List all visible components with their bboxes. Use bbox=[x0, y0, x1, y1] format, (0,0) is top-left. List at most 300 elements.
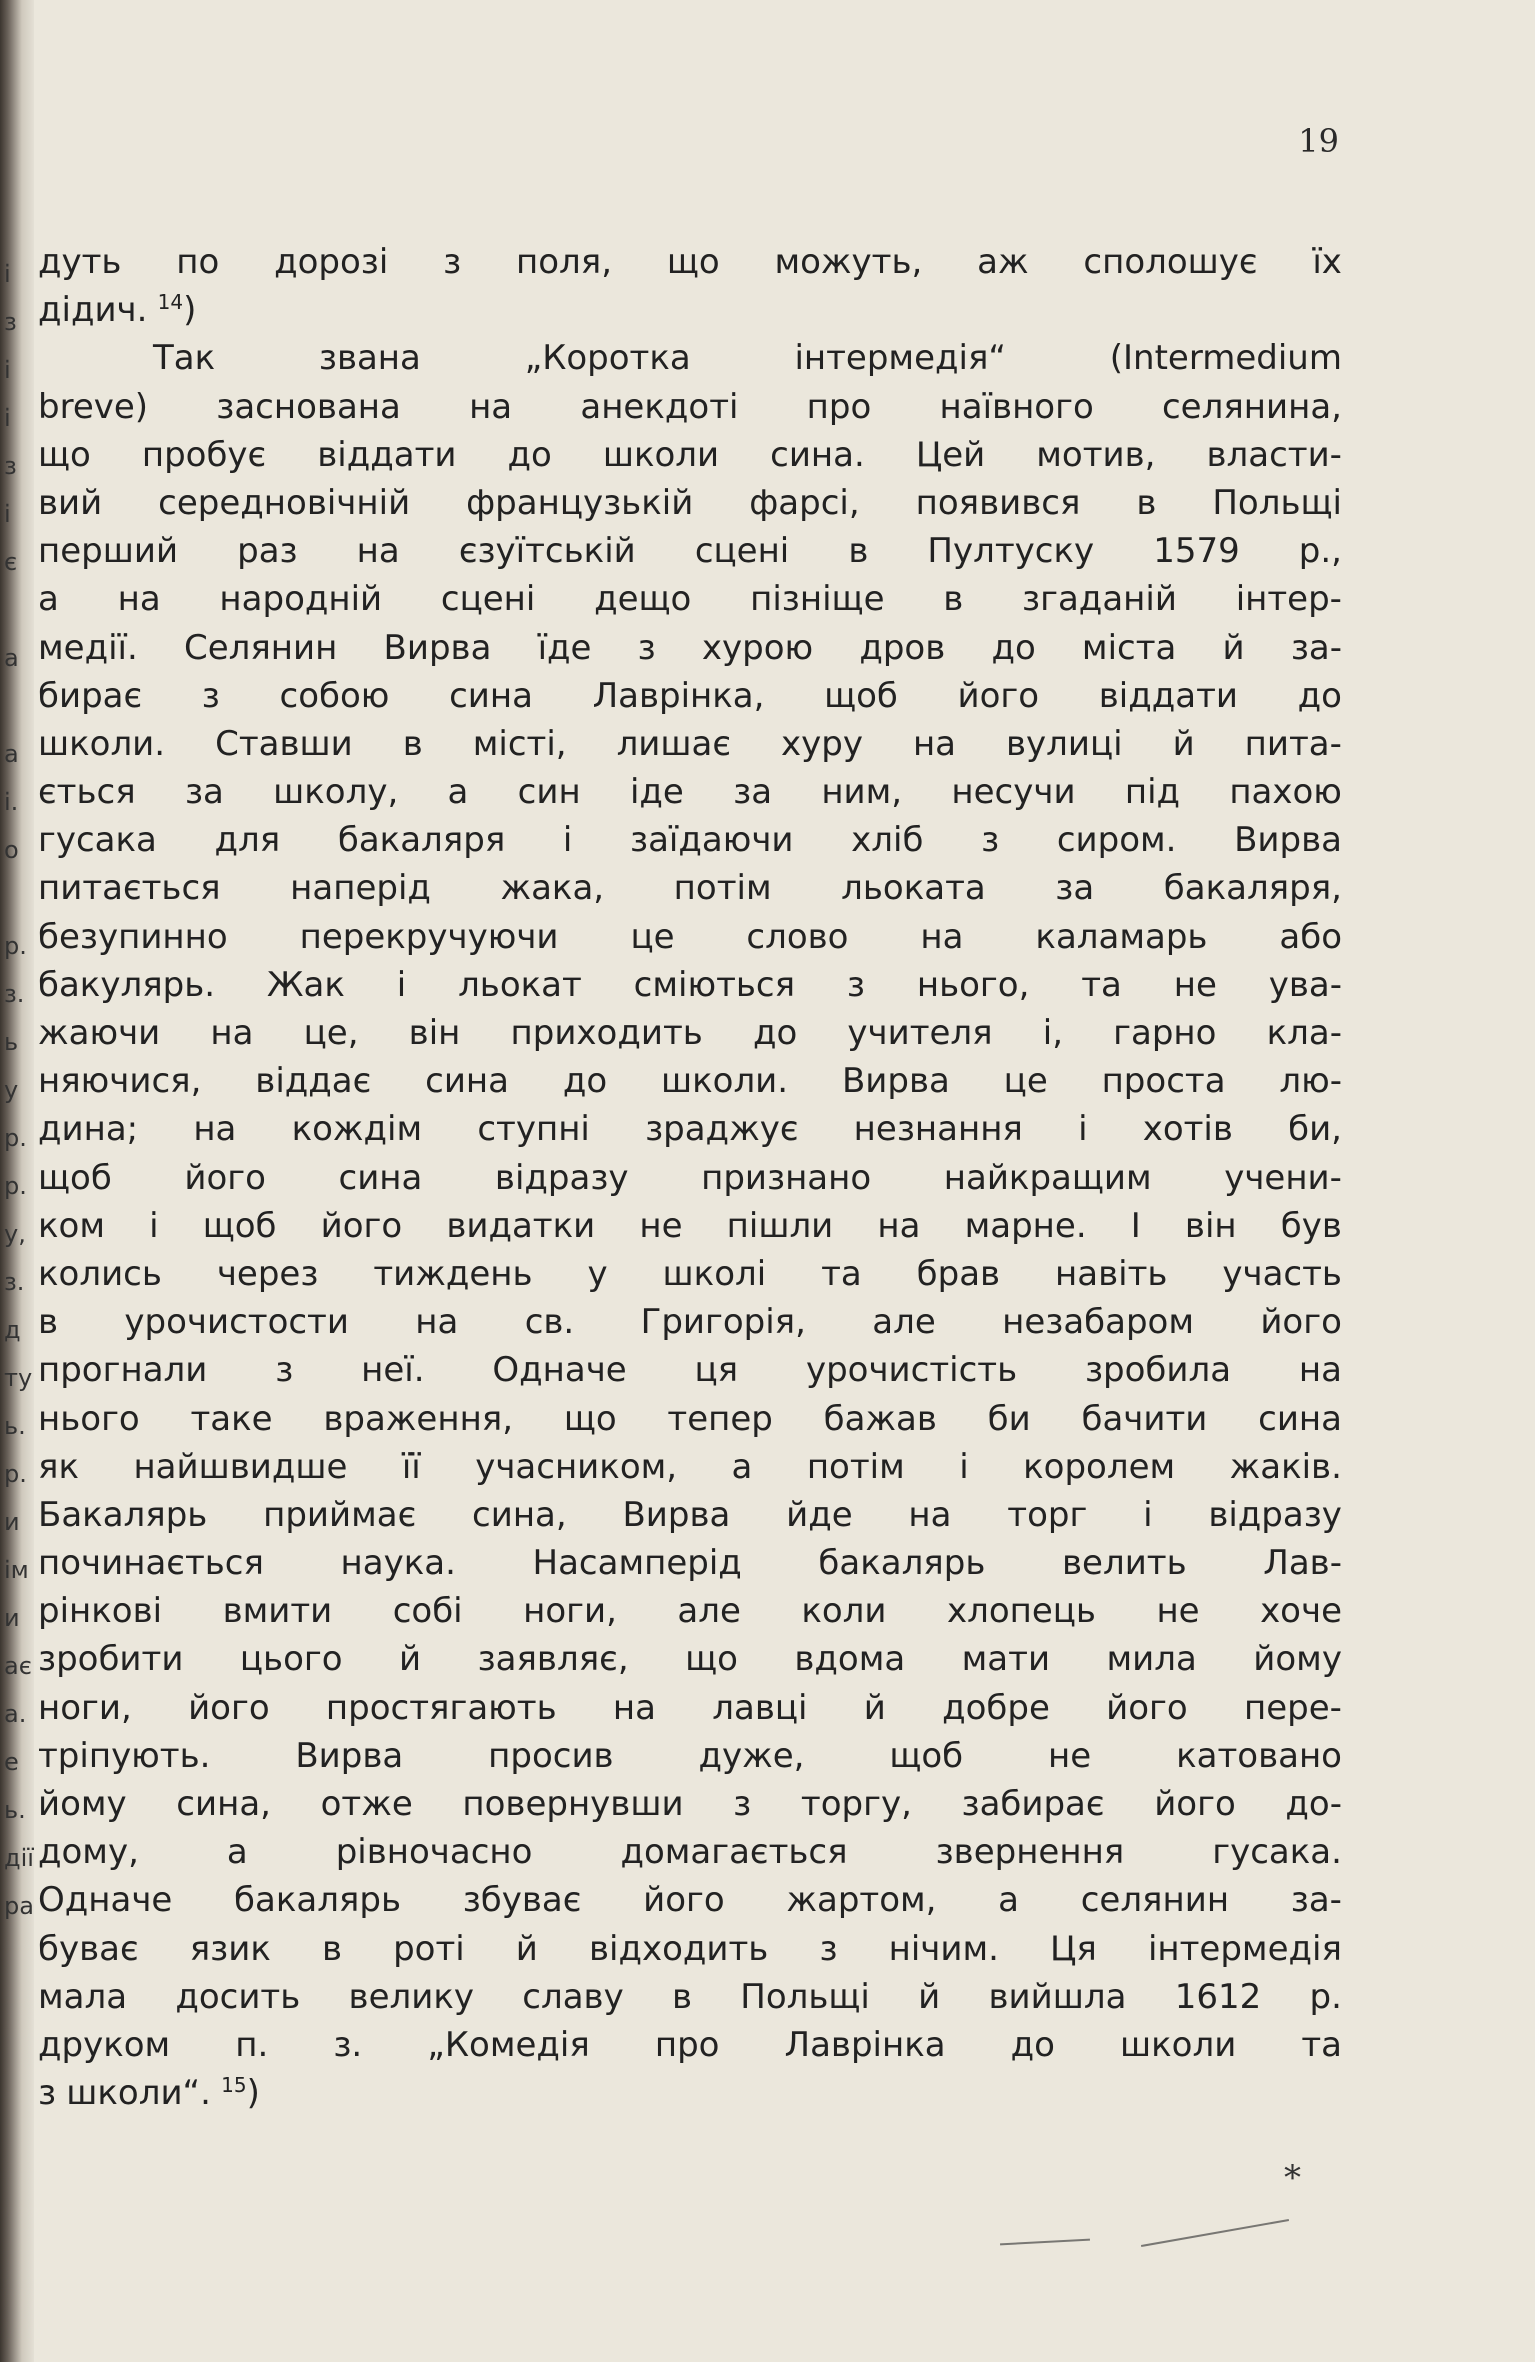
text-line bbox=[38, 575, 1342, 623]
word: незнання bbox=[853, 1109, 1023, 1150]
word: бакулярь. bbox=[38, 964, 216, 1005]
word: Цей bbox=[915, 434, 986, 475]
text-line bbox=[38, 864, 1342, 912]
word: його bbox=[643, 1880, 725, 1921]
word: перекручуючи bbox=[299, 916, 559, 957]
word: за bbox=[184, 772, 224, 813]
word: бакаляря bbox=[337, 820, 506, 861]
word: отже bbox=[320, 1784, 413, 1824]
text-line bbox=[38, 286, 1342, 334]
text-line bbox=[38, 238, 1342, 286]
word: би bbox=[987, 1398, 1031, 1439]
word: що bbox=[666, 242, 720, 282]
word: як bbox=[38, 1446, 79, 1487]
word: з. bbox=[333, 2024, 363, 2065]
word: найкращим bbox=[943, 1157, 1152, 1198]
word: Вирва bbox=[383, 627, 492, 668]
text-line bbox=[38, 334, 1342, 382]
word: дорозі bbox=[274, 242, 389, 282]
word: в bbox=[321, 1928, 342, 1969]
word: видатки bbox=[446, 1205, 596, 1246]
word: на bbox=[612, 1687, 656, 1728]
word: таке bbox=[190, 1398, 273, 1439]
word: добре bbox=[942, 1687, 1050, 1728]
word: на bbox=[469, 386, 513, 427]
word: і bbox=[562, 820, 573, 861]
word: 1612 bbox=[1174, 1976, 1262, 2017]
word: просив bbox=[488, 1735, 614, 1776]
word: роті bbox=[393, 1928, 465, 1969]
word: й bbox=[918, 1976, 941, 2017]
text-line bbox=[38, 1491, 1342, 1539]
text-line bbox=[38, 624, 1342, 672]
text-line bbox=[38, 1732, 1342, 1780]
word: ува- bbox=[1268, 964, 1342, 1005]
word: він bbox=[1184, 1205, 1237, 1246]
word: сина bbox=[338, 1157, 423, 1198]
word: незабаром bbox=[1002, 1302, 1194, 1343]
word: його bbox=[1154, 1784, 1236, 1824]
word: сина. bbox=[770, 434, 865, 475]
word: на bbox=[912, 723, 957, 764]
word: Так bbox=[153, 338, 216, 379]
word: з bbox=[637, 627, 656, 668]
word: поля, bbox=[516, 242, 613, 282]
word: вмити bbox=[222, 1591, 333, 1632]
word: їх bbox=[1312, 242, 1342, 282]
word: і bbox=[396, 964, 407, 1005]
word: вийшла bbox=[988, 1976, 1127, 2017]
word: й bbox=[1222, 627, 1245, 668]
word: льоката bbox=[841, 868, 986, 909]
word: з bbox=[201, 675, 220, 716]
word: сина bbox=[425, 1061, 509, 1102]
word: з bbox=[819, 1928, 838, 1969]
word: місті, bbox=[472, 723, 567, 764]
word: та bbox=[1081, 964, 1122, 1005]
word: селянина, bbox=[1161, 386, 1342, 427]
word: фарсі, bbox=[749, 482, 860, 523]
word: по bbox=[176, 242, 220, 282]
word: його bbox=[957, 675, 1040, 716]
text-line bbox=[38, 1587, 1342, 1635]
word: це, bbox=[303, 1013, 359, 1053]
word: пізніще bbox=[750, 579, 885, 620]
word: Вирва bbox=[1234, 820, 1342, 861]
word: „Коротка bbox=[524, 338, 691, 379]
text-line bbox=[38, 720, 1342, 768]
word: але bbox=[677, 1591, 741, 1632]
word: льокат bbox=[458, 964, 582, 1005]
word: він bbox=[408, 1013, 461, 1053]
word: жаючи bbox=[38, 1013, 161, 1053]
word: учасником, bbox=[475, 1446, 678, 1487]
word: нього, bbox=[916, 964, 1030, 1005]
text-line bbox=[38, 1202, 1342, 1250]
text-line bbox=[38, 1780, 1342, 1828]
word: заснована bbox=[216, 386, 401, 427]
word: щоб bbox=[202, 1205, 277, 1246]
word: приймає bbox=[263, 1494, 417, 1535]
word: няючися, bbox=[38, 1061, 202, 1102]
word: з bbox=[275, 1350, 294, 1391]
word: віддає bbox=[255, 1061, 372, 1102]
word: потім bbox=[806, 1446, 905, 1487]
word: Пултуску bbox=[927, 531, 1095, 572]
word: 14) bbox=[157, 289, 197, 331]
word: бакалярь bbox=[818, 1543, 986, 1584]
word: раз bbox=[237, 531, 298, 572]
body-text bbox=[38, 238, 1342, 2117]
word: що bbox=[38, 434, 91, 475]
word: хлопець bbox=[946, 1591, 1096, 1632]
word: дина; bbox=[38, 1109, 139, 1150]
word: а bbox=[226, 1832, 248, 1873]
word: кождім bbox=[291, 1109, 423, 1150]
word: про bbox=[806, 386, 872, 427]
word: щоб bbox=[38, 1157, 112, 1198]
word: до bbox=[507, 434, 552, 475]
word: тріпують. bbox=[38, 1735, 211, 1776]
word: лишає bbox=[616, 723, 732, 764]
word: „Комедія bbox=[427, 2024, 590, 2065]
word: безупинно bbox=[38, 916, 228, 957]
word: буває bbox=[38, 1928, 139, 1969]
word: сцені bbox=[440, 579, 536, 620]
word: й bbox=[515, 1928, 538, 1969]
word: а bbox=[998, 1880, 1020, 1921]
word: не bbox=[1048, 1735, 1092, 1776]
word: на bbox=[908, 1494, 952, 1535]
word: на bbox=[877, 1205, 921, 1246]
word: сина bbox=[1258, 1398, 1342, 1439]
text-line bbox=[38, 431, 1342, 479]
word: потім bbox=[673, 868, 772, 909]
word: відразу bbox=[494, 1157, 629, 1198]
word: Польщі bbox=[1212, 482, 1342, 523]
word: й bbox=[399, 1639, 422, 1680]
word: його bbox=[320, 1205, 403, 1246]
word: мила bbox=[1106, 1639, 1197, 1680]
pen-stroke-mark bbox=[1000, 2239, 1090, 2246]
word: селянин bbox=[1080, 1880, 1230, 1921]
word: міста bbox=[1081, 627, 1177, 668]
word: ноги, bbox=[38, 1687, 132, 1728]
text-line bbox=[38, 1443, 1342, 1491]
word: пере- bbox=[1244, 1687, 1342, 1728]
word: й bbox=[863, 1687, 886, 1728]
word: сиром. bbox=[1056, 820, 1177, 861]
word: щоб bbox=[824, 675, 898, 716]
word: для bbox=[214, 820, 281, 861]
word: з bbox=[733, 1784, 752, 1824]
word: Лав- bbox=[1263, 1543, 1342, 1584]
word: інтер- bbox=[1235, 579, 1342, 620]
word: на bbox=[415, 1302, 459, 1343]
text-line bbox=[38, 1684, 1342, 1732]
word: друком bbox=[38, 2024, 171, 2065]
word: зраджує bbox=[645, 1109, 799, 1150]
word: в bbox=[402, 723, 423, 764]
word: Вирва bbox=[841, 1061, 950, 1102]
word: його bbox=[184, 1157, 266, 1198]
text-line bbox=[38, 768, 1342, 816]
word: що bbox=[685, 1639, 738, 1680]
text-line bbox=[38, 1250, 1342, 1298]
word: з bbox=[846, 964, 865, 1005]
word: що bbox=[563, 1398, 617, 1439]
word: у bbox=[587, 1253, 608, 1294]
word: не bbox=[1173, 964, 1217, 1005]
word: появився bbox=[915, 482, 1081, 523]
word: 15) bbox=[221, 2072, 260, 2114]
word: досить bbox=[175, 1976, 301, 2017]
word: марне. bbox=[964, 1205, 1087, 1246]
word: сина, bbox=[472, 1494, 567, 1535]
word: на bbox=[356, 531, 400, 572]
word: несучи bbox=[951, 772, 1076, 813]
word: питається bbox=[38, 868, 221, 909]
word: школи“. bbox=[66, 2073, 211, 2114]
word: віддати bbox=[317, 434, 457, 475]
word: Селянин bbox=[183, 627, 338, 668]
word: школи bbox=[602, 434, 720, 475]
text-line bbox=[38, 672, 1342, 720]
word: про bbox=[654, 2024, 720, 2065]
word: р. bbox=[1309, 1976, 1342, 2017]
word: сцені bbox=[694, 531, 790, 572]
word: домагається bbox=[620, 1832, 848, 1873]
word: вдома bbox=[794, 1639, 906, 1680]
word: через bbox=[216, 1253, 319, 1294]
word: за- bbox=[1290, 1880, 1342, 1921]
word: відразу bbox=[1208, 1494, 1342, 1535]
word: йде bbox=[786, 1494, 853, 1535]
word: в bbox=[943, 579, 964, 620]
text-line bbox=[38, 1876, 1342, 1924]
word: йому bbox=[1253, 1639, 1342, 1680]
word: п. bbox=[235, 2024, 269, 2065]
word: ця bbox=[694, 1350, 739, 1391]
word: мотив, bbox=[1036, 434, 1156, 475]
word: сина bbox=[449, 675, 533, 716]
text-line bbox=[38, 1154, 1342, 1202]
word: Вирва bbox=[295, 1735, 404, 1776]
word: пита- bbox=[1244, 723, 1342, 764]
word: сміються bbox=[633, 964, 796, 1005]
text-line bbox=[38, 1539, 1342, 1587]
word: до bbox=[752, 1013, 798, 1053]
word: в bbox=[38, 1302, 59, 1343]
word: це bbox=[1003, 1061, 1048, 1102]
word: язик bbox=[189, 1928, 271, 1969]
word: кла- bbox=[1266, 1013, 1342, 1053]
word: єзуїтській bbox=[458, 531, 636, 572]
word: в bbox=[848, 531, 869, 572]
word: власти- bbox=[1206, 434, 1342, 475]
text-line bbox=[38, 1009, 1342, 1057]
word: дров bbox=[859, 627, 946, 668]
word: зробити bbox=[38, 1639, 184, 1680]
word: за- bbox=[1290, 627, 1342, 668]
word: собі bbox=[392, 1591, 463, 1632]
word: Ця bbox=[1050, 1928, 1097, 1969]
word: не bbox=[1156, 1591, 1200, 1632]
word: признано bbox=[701, 1157, 872, 1198]
word: рінкові bbox=[38, 1591, 163, 1632]
word: І bbox=[1130, 1205, 1141, 1246]
word: бакалярь bbox=[234, 1880, 402, 1921]
word: участь bbox=[1222, 1253, 1342, 1294]
text-line bbox=[38, 383, 1342, 431]
word: його bbox=[1106, 1687, 1188, 1728]
word: сполошує bbox=[1083, 242, 1258, 282]
word: школи. bbox=[661, 1061, 789, 1102]
word: і bbox=[959, 1446, 969, 1487]
word: дуже, bbox=[698, 1735, 805, 1776]
word: вий bbox=[38, 482, 103, 523]
word: ступні bbox=[477, 1109, 590, 1150]
word: ноги, bbox=[523, 1591, 617, 1632]
word: велику bbox=[348, 1976, 474, 2017]
word: ним, bbox=[821, 772, 903, 813]
word: (Intermedium bbox=[1109, 338, 1342, 379]
word: урочистість bbox=[805, 1350, 1018, 1391]
word: це bbox=[630, 916, 675, 957]
word: 1579 bbox=[1153, 531, 1240, 572]
word: заїдаючи bbox=[630, 820, 794, 861]
word: Одначе bbox=[492, 1350, 627, 1391]
word: лавці bbox=[712, 1687, 808, 1728]
word: дідич. bbox=[38, 290, 148, 331]
page-number: 19 bbox=[1298, 122, 1339, 160]
word: лю- bbox=[1279, 1061, 1342, 1102]
word: жаків. bbox=[1229, 1446, 1342, 1487]
word: школі bbox=[662, 1253, 767, 1294]
word: а bbox=[38, 579, 59, 620]
word: коли bbox=[801, 1591, 887, 1632]
word: бирає bbox=[38, 675, 143, 716]
word: гусака. bbox=[1212, 1832, 1342, 1873]
word: вулиці bbox=[1006, 723, 1123, 764]
word: дому, bbox=[38, 1832, 139, 1873]
word: хліб bbox=[851, 820, 924, 861]
text-line bbox=[38, 961, 1342, 1009]
word: народній bbox=[219, 579, 383, 620]
pen-stroke-mark bbox=[1141, 2219, 1289, 2247]
word: наперід bbox=[290, 868, 431, 909]
facing-page-text-fragments: і з і і з і є а а і. о р. з. ь у р. р. у, з. д ту ь. р. и ім и ає а. е ь. дії ра bbox=[4, 260, 34, 1920]
word: віддати bbox=[1098, 675, 1238, 716]
word: з bbox=[38, 2073, 57, 2114]
text-line bbox=[38, 2021, 1342, 2069]
text-line bbox=[38, 1298, 1342, 1346]
word: або bbox=[1279, 916, 1342, 957]
word: Вирва bbox=[622, 1494, 731, 1535]
word: був bbox=[1280, 1205, 1342, 1246]
text-line bbox=[38, 1828, 1342, 1876]
word: прогнали bbox=[38, 1350, 208, 1391]
word: гусака bbox=[38, 820, 157, 861]
word: їде bbox=[537, 627, 592, 668]
word: пішли bbox=[726, 1205, 834, 1246]
word: школи. bbox=[38, 723, 166, 764]
word: його bbox=[188, 1687, 270, 1728]
word: звернення bbox=[935, 1832, 1125, 1873]
word: ком bbox=[38, 1205, 105, 1246]
word: рівночасно bbox=[335, 1832, 533, 1873]
word: й bbox=[1172, 723, 1195, 764]
word: жака, bbox=[500, 868, 605, 909]
word: звана bbox=[318, 338, 421, 379]
word: повернувши bbox=[462, 1784, 684, 1824]
word: за bbox=[733, 772, 773, 813]
word: Одначе bbox=[38, 1880, 173, 1921]
word: славу bbox=[522, 1976, 624, 2017]
text-line bbox=[38, 1925, 1342, 1973]
word: і bbox=[149, 1205, 159, 1246]
word: пробує bbox=[141, 434, 267, 475]
word: колись bbox=[38, 1253, 162, 1294]
word: Лаврінка, bbox=[592, 675, 765, 716]
word: учителя bbox=[847, 1013, 993, 1053]
word: до bbox=[991, 627, 1036, 668]
word: бакаляря, bbox=[1163, 868, 1342, 909]
word: хотів bbox=[1142, 1109, 1233, 1150]
word: анекдоті bbox=[580, 386, 739, 427]
word: на bbox=[210, 1013, 254, 1053]
word: середновічній bbox=[158, 482, 411, 523]
word: а bbox=[447, 772, 469, 813]
word: Григорія, bbox=[640, 1302, 806, 1343]
word: каламарь bbox=[1035, 916, 1208, 957]
word: на bbox=[117, 579, 161, 620]
word: простягають bbox=[325, 1687, 557, 1728]
word: Бакалярь bbox=[38, 1494, 208, 1535]
word: р., bbox=[1298, 531, 1342, 572]
word: брав bbox=[916, 1253, 1001, 1294]
word: дуть bbox=[38, 242, 122, 282]
word: збуває bbox=[462, 1880, 582, 1921]
word: до bbox=[562, 1061, 608, 1102]
word: Насамперід bbox=[532, 1543, 742, 1584]
word: до bbox=[1297, 675, 1342, 716]
text-line bbox=[38, 2069, 1342, 2117]
word: королем bbox=[1023, 1446, 1176, 1487]
word: заявляє, bbox=[477, 1639, 629, 1680]
word: французькій bbox=[466, 482, 694, 523]
word: торг bbox=[1007, 1494, 1088, 1535]
word: бажав bbox=[823, 1398, 937, 1439]
word: ється bbox=[38, 772, 136, 813]
word: інтермедія bbox=[1147, 1928, 1342, 1969]
word: з bbox=[443, 242, 462, 282]
word: зробила bbox=[1084, 1350, 1232, 1391]
word: торгу, bbox=[800, 1784, 912, 1824]
text-line bbox=[38, 1395, 1342, 1443]
word: забирає bbox=[961, 1784, 1105, 1824]
word: наївного bbox=[939, 386, 1094, 427]
word: навіть bbox=[1055, 1253, 1168, 1294]
word: на bbox=[193, 1109, 237, 1150]
word: велить bbox=[1062, 1543, 1187, 1584]
word: breve) bbox=[38, 386, 149, 427]
word: але bbox=[872, 1302, 936, 1343]
word: медії. bbox=[38, 627, 138, 668]
text-line bbox=[38, 816, 1342, 864]
word: мати bbox=[961, 1639, 1051, 1680]
word: Лаврінка bbox=[784, 2024, 946, 2065]
